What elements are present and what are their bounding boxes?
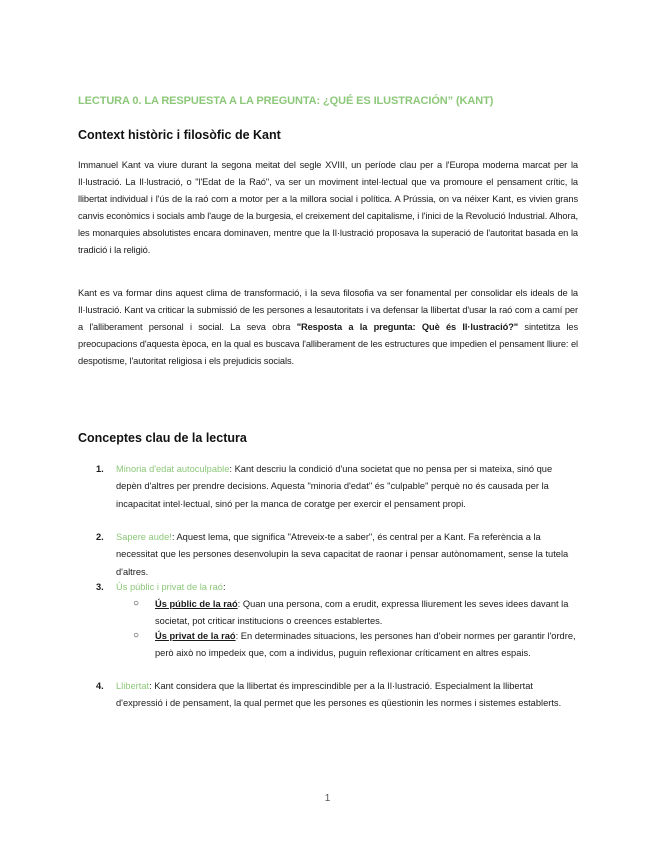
document-title: LECTURA 0. LA RESPUESTA A LA PREGUNTA: ¿QUÉ ES ILUSTRACIÓN” (KANT) bbox=[78, 95, 494, 107]
concept-term: Ús públic i privat de la raó bbox=[116, 582, 223, 592]
concept-text: : Aquest lema, que significa "Atreveix-te a saber", és central per a Kant. Fa referència a la necessitat que les persones desenvolupin la seva capacitat de raonar i pensar autònomament, sense la tutela d'altres. bbox=[116, 532, 569, 577]
list-number: 1. bbox=[96, 464, 104, 474]
list-item-body bbox=[116, 461, 576, 513]
sub-concept-text: : Quan una persona, com a erudit, expressa lliurement les seves idees davant la societat, pot criticar institucions o creences establertes. bbox=[155, 599, 569, 627]
paragraph-text: Kant es va formar dins aquest clima de transformació, i la seva filosofia va ser fonamental per consolidar els ideals de la Il·lustració. Kant va criticar la submissió de les persones a lesautoritats i va defensar la llibertat d'usar la raó com a camí per a l'alliberament personal i social. La seva obra bbox=[78, 288, 578, 332]
list-item bbox=[78, 579, 578, 597]
circle-bullet-icon: ○ bbox=[133, 630, 140, 641]
concept-term: Llibertat bbox=[116, 681, 150, 691]
sub-concept-term: Ús públic de la raó bbox=[155, 599, 238, 609]
sub-list-item bbox=[133, 596, 578, 630]
concept-text: : Kant descriu la condició d'una societat que no pensa per si mateixa, sinó que depèn d'altres per prendre decisions. Aquesta "minoria d'edat" és "culpable" perquè no és causada per la incapacitat intel·lectual, sinó per la manca de coratge per exercir el pensament propi. bbox=[116, 464, 553, 509]
section-heading-context: Context històric i filosòfic de Kant bbox=[78, 128, 281, 142]
paragraph-context-1: Immanuel Kant va viure durant la segona meitat del segle XVIII, un període clau per a l'Europa moderna marcat per la Il·lustració. La Il·lustració, o "l'Edat de la Raó", va ser un moviment intel·lectual que va promoure el pensament crític, la llibertat individual i l'ús de la raó com a motor per a la millora social i política. A Prússia, on va néixer Kant, es vivien grans canvis econòmics i socials amb l'auge de la burgesia, el creixement del capitalisme, i l'inici de la Revolució Industrial. Alhora, les monarquies absolutistes encara dominaven, mentre que la Il·lustració proposava la superació de l'autoritat basada en la tradició i la religió. bbox=[78, 160, 578, 255]
paragraph-text: sintetitza les preocupacions d'aquesta època, en la qual es buscava l'alliberament de les estructures que impedien el pensament lliure: el despotisme, l'autoritat religiosa i els prejudicis socials. bbox=[78, 322, 578, 366]
sub-concept-text: : En determinades situacions, les persones han d'obeir normes per garantir l'ordre, però això no impedeix que, com a individus, puguin reflexionar críticament en altres espais. bbox=[155, 631, 576, 659]
sub-concept-term: Ús privat de la raó bbox=[155, 631, 236, 641]
work-title: "Resposta a la pregunta: Què és Il·lustració?" bbox=[296, 322, 519, 332]
list-number: 4. bbox=[96, 681, 104, 691]
concept-text: : Kant considera que la llibertat és imprescindible per a la Il·lustració. Especialment la llibertat d'expressió i de pensament, la qual permet que les persones es qüestionin les normes i sistemes establerts. bbox=[116, 681, 562, 709]
list-item-body bbox=[116, 529, 576, 581]
list-item bbox=[78, 678, 578, 730]
circle-bullet-icon: ○ bbox=[133, 598, 140, 609]
list-item-body bbox=[116, 579, 576, 596]
concept-term: Sapere aude! bbox=[116, 532, 172, 542]
sub-item-body bbox=[155, 628, 580, 663]
sub-list-item bbox=[133, 628, 578, 680]
concept-text: : bbox=[222, 582, 226, 592]
list-item-body bbox=[116, 678, 576, 713]
page-number: 1 bbox=[324, 793, 331, 804]
concept-term: Minoria d'edat autoculpable bbox=[116, 464, 230, 474]
section-heading-concepts: Conceptes clau de la lectura bbox=[78, 431, 247, 445]
sub-item-body bbox=[155, 596, 580, 631]
list-number: 2. bbox=[96, 532, 104, 542]
paragraph-context-2 bbox=[78, 285, 578, 370]
list-item bbox=[78, 529, 578, 581]
list-number: 3. bbox=[96, 582, 104, 592]
list-item bbox=[78, 461, 578, 531]
